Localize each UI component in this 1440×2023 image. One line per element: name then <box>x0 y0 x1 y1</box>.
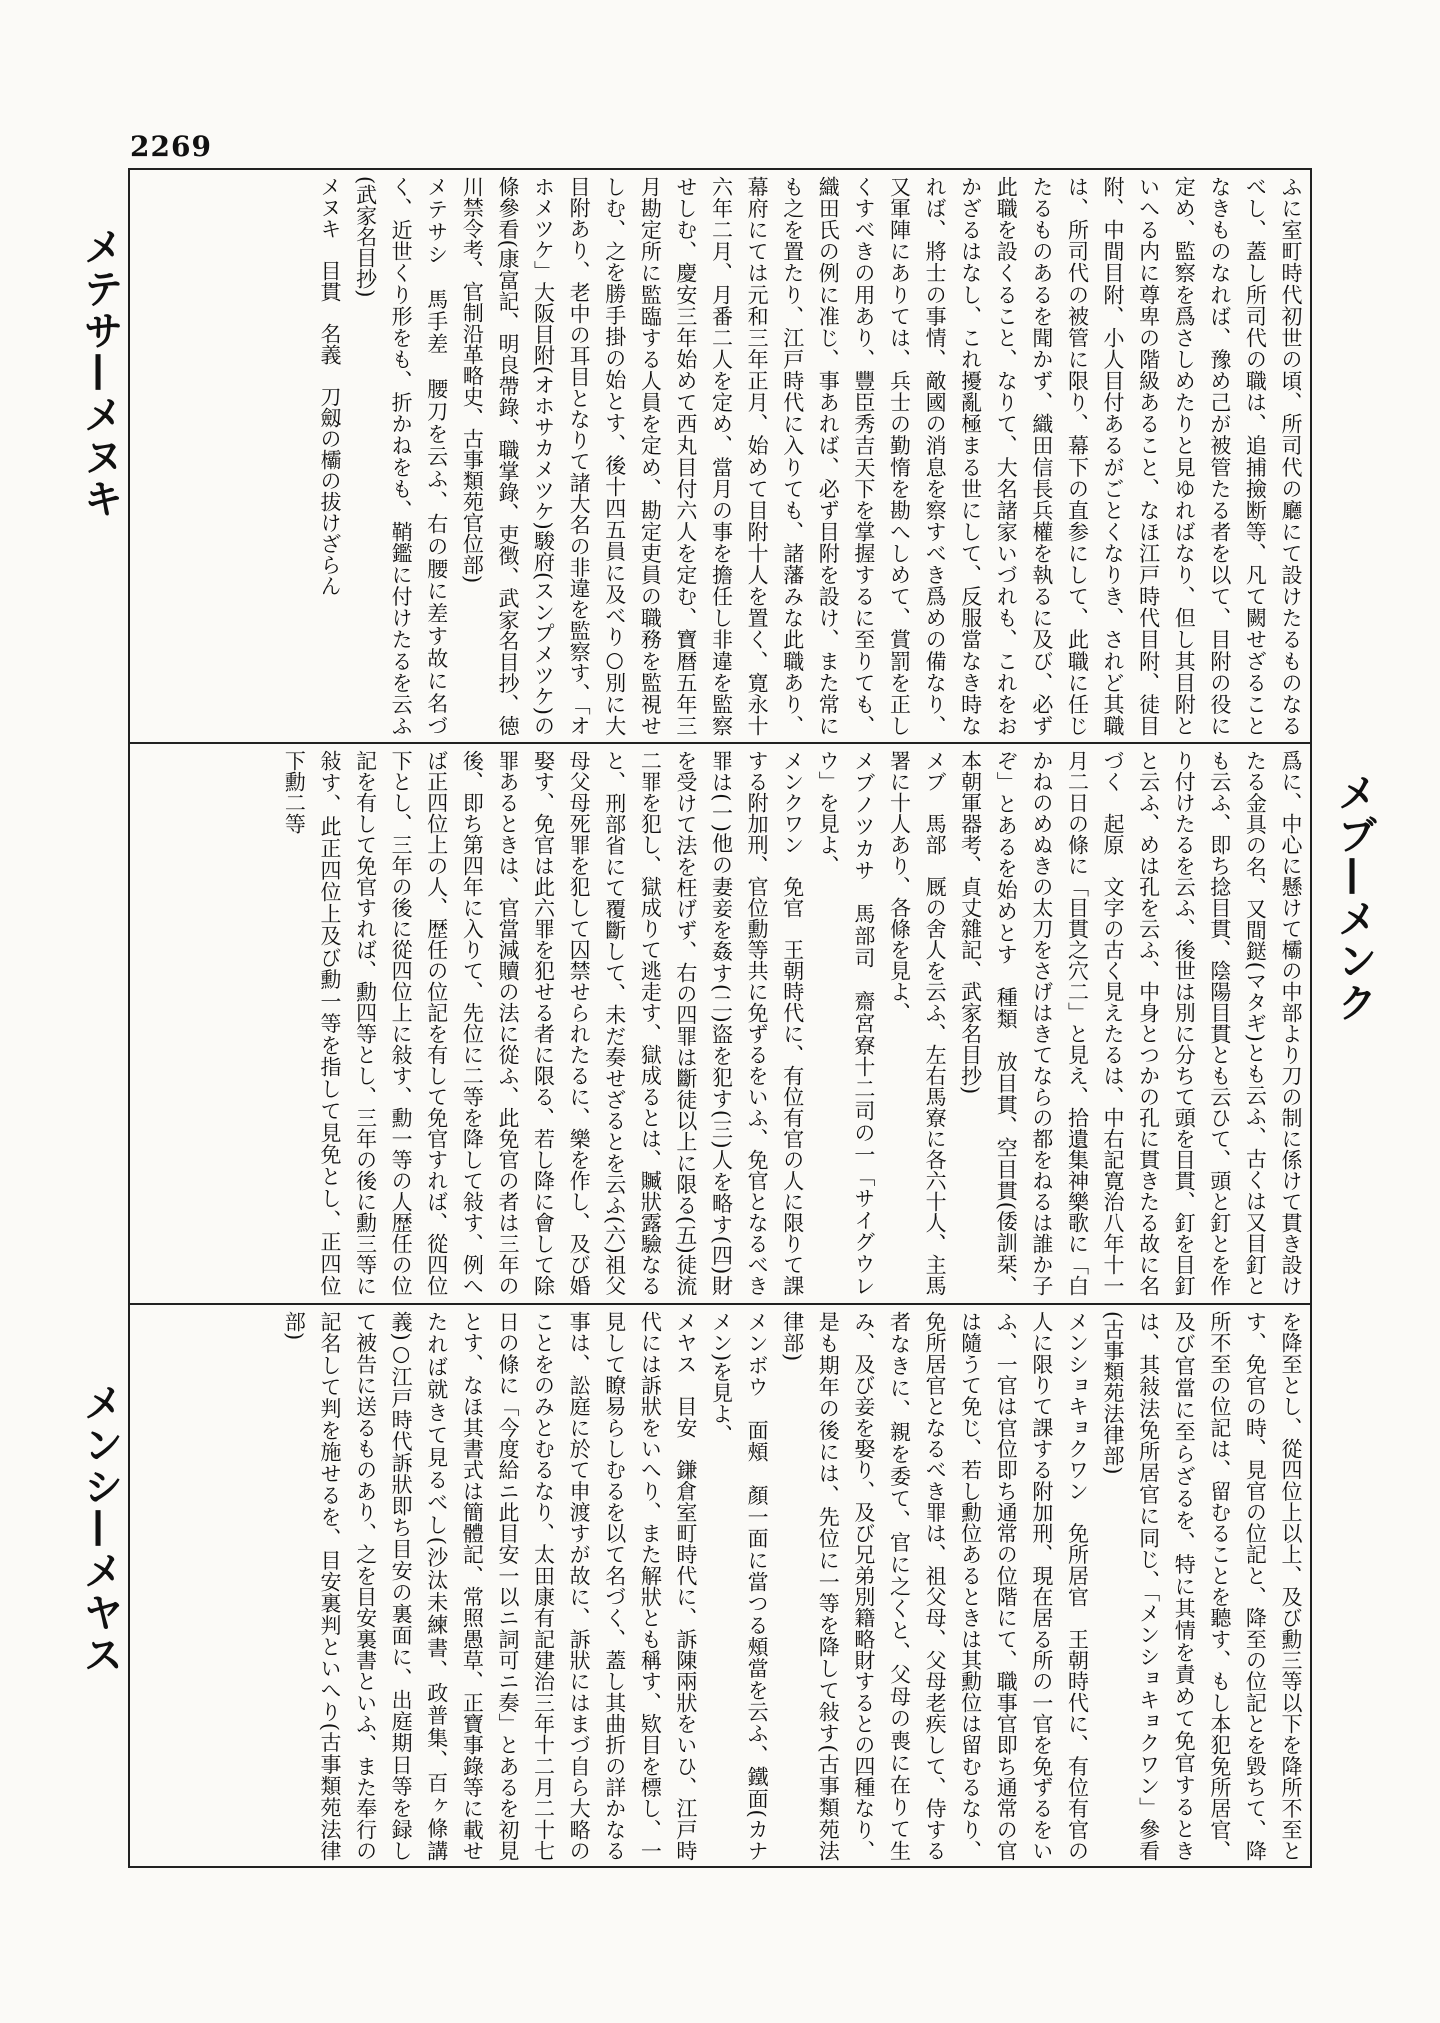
band-divider-2 <box>128 1303 1312 1305</box>
entry-text: メヤス 目安 鎌倉室町時代に、訴陳兩狀をいひ、江戸時代には訴狀をいへり、また解狀とも稱す、欵目を標し、一見して瞭易らしむるを以て名づく、蓋し其曲折の詳かなる事は、訟庭に於て申渡すが故に、訴狀にはまづ自ら大略のことをのみとむるなり、太田康有記建治三年十二月二十七日の條に「今度給ニ此目安一以ニ詞可ニ奏」とあるを初見とす、なほ其書式は簡體記、常照愚草、正寶事錄等に載せたれば就きて見るべし(沙汰未練書、政普集、百ヶ條講義)○江戸時代訴狀即ち目安の裏面に、出庭期日等を録して被告に送るものあり、之を目安裏書といふ、また奉行の記名して判を施せるを、目安裏判といへり(古事類苑法律部) <box>282 1311 698 1861</box>
entry-text: メンショキョクワン 免所居官 王朝時代に、有位有官の人に限りて課する附加刑、現在居る所の一官を免ずるをいふ、一官は官位即ち通常の位階にて、職事官即ち通常の官は隨うて免じ、若し勳位あるときは其勳位は留むるなり、免所居官となるべき罪は、祖父母、父母老疾して、侍する者なきに、親を委て、官に之くと、父母の喪に在りて生み、及び妾を娶り、及び兄弟別籍略財するとの四種なり、是も期年の後には、先位に一等を降して敍す(古事類苑法律部) <box>780 1311 1090 1861</box>
band-divider-1 <box>128 742 1312 744</box>
entry-text: を降至とし、從四位上以上、及び勳三等以下を降所不至とす、免官の時、見官の位記と、降至の位記とを毀ちて、降所不至の位記は、留むることを聽す、もし本犯免所居官、及び官當に至らざるを、特に其情を責めて免官するときは、其敍法免所居官に同じ、「メンショキョクワン」參看(古事類苑法律部) <box>1101 1311 1303 1861</box>
side-index-middle: メブ—メンク <box>1331 772 1377 1024</box>
entry-text: メンボウ 面頰 顏一面に當つる頰當を云ふ、鐵面(カナメン)を見よ、 <box>709 1311 770 1861</box>
side-index-bottom: メンシ—メヤス <box>77 1382 123 1676</box>
entry-band-bottom <box>132 1311 1308 1861</box>
entry-band-top <box>132 176 1308 736</box>
entry-text: メテサシ 馬手差 腰刀を云ふ、右の腰に差す故に名づく、近世くり形をも、折かねをも、鞘鑑に付けたるを云ふ(武家名目抄) <box>353 176 449 736</box>
entry-text: メブノツカサ 馬部司 齋宮寮十二司の一「サイグウレウ」を見よ、 <box>816 750 876 1296</box>
entry-text: ふに室町時代初世の頃、所司代の廳にて設けたるものなるべし、蓋し所司代の職は、追捕撿断等、凡て闕せざることなきものなれば、豫め己が被管たる者を以て、目附の役に定め、監察を爲さしめたりと見ゆればなり、但し其目附といへる内に尊卑の階級あること、なほ江戸時代目附、徒目附、中間目附、小人目付あるがごとくなりき、されど其職は、所司代の被管に限り、幕下の直参にして、此職に任じたるものあるを聞かず、織田信長兵權を執るに及び、必ず此職を設くること、なりて、大名諸家いづれも、これをおかざるはなし、これ擾亂極まる世にして、反服當なき時なれば、將士の事情、敵國の消息を察すべき爲めの備なり、又軍陣にありては、兵士の勤惰を勘へしめて、賞罰を正しくすべきの用あり、豐臣秀吉天下を掌握するに至りても、織田氏の例に准じ、事あれば、必ず目附を設け、また常にも之を置たり、江戸時代に入りても、諸藩みな此職あり、幕府にては元和三年正月、始めて目附十人を置く、寛永十六年二月、月番二人を定め、當月の事を擔任し非違を監察せしむ、慶安三年始めて西丸目付六人を定む、寶暦五年三月勘定所に監臨する人員を定め、勘定吏員の職務を監視せしむ、之を勝手掛の始とす、後十四五員に及べり○別に大目附あり、老中の耳目となりて諸大名の非違を監察す、「オホメツケ」大阪目附(オホサカメツケ)駿府(スンプメツケ)の條參看(康富記、明良帶錄、職掌錄、吏徴、武家名目抄、徳川禁令考、官制沿革略史、古事類苑官位部) <box>460 176 1303 737</box>
entry-text: 爲に、中心に懸けて欛の中部より刀の制に係けて貫き設けたる金具の名、又間鎹(マタギ)とも云ふ、古くは又目釘とも云ふ、即ち捻目貫、陰陽目貫とも云ひて、頭と釘とを作り付けたるを云ふ、後世は別に分ちて頭を目貫、釘を目釘と云ふ、めは孔を云ふ、中身とつかの孔に貫きたる故に名づく 起原 文字の古く見えたるは、中右記寛治八年十一月二日の條に「目貫之穴二」と見え、拾遺集神樂歌に「白かねのめぬきの太刀をさげはきてならの都をねるは誰か子ぞ」とあるを始めとす 種類 放目貫、空目貫(倭訓栞、本朝軍器考、貞丈雜記、武家名目抄) <box>958 750 1303 1296</box>
entry-text: メブ 馬部 厩の舍人を云ふ、左右馬寮に各六十人、主馬署に十人あり、各條を見よ、 <box>887 750 948 1296</box>
entry-text: メヌキ 目貫 名義 刀劔の欛の拔けざらん <box>317 176 342 596</box>
entry-text: メンクワン 免官 王朝時代に、有位有官の人に限りて課する附加刑、官位勳等共に免ずるをいふ、免官となるべき罪は(一)他の妻妾を姦す(二)盜を犯す(三)人を略す(四)財を受けて法を枉げず、右の四罪は斷徒以上に限る(五)徒流二罪を犯し、獄成りて逃走す、獄成るとは、贓狀露驗なると、刑部省にて覆斷して、未だ奏せざるとを云ふ(六)祖父母父母死罪を犯して囚禁せられたるに、樂を作し、及び婚娶す、免官は此六罪を犯せる者に限る、若し降に會して除罪あるときは、官當減贖の法に從ふ、此免官の者は三年の後、即ち第四年に入りて、先位に二等を降して敍す、例へば正四位上の人、歴任の位記を有して免官すれば、從四位下とし、三年の後に從四位上に敍す、勳一等の人歴任の位記を有して免官すれば、勳四等とし、三年の後に勳三等に敍す、此正四位上及び勳一等を指して見免とし、正四位 下勳二等 <box>282 750 805 1317</box>
entry-band-middle <box>132 750 1308 1317</box>
page-number: 2269 <box>130 130 212 163</box>
side-index-top: メテサ—メヌキ <box>77 226 123 520</box>
